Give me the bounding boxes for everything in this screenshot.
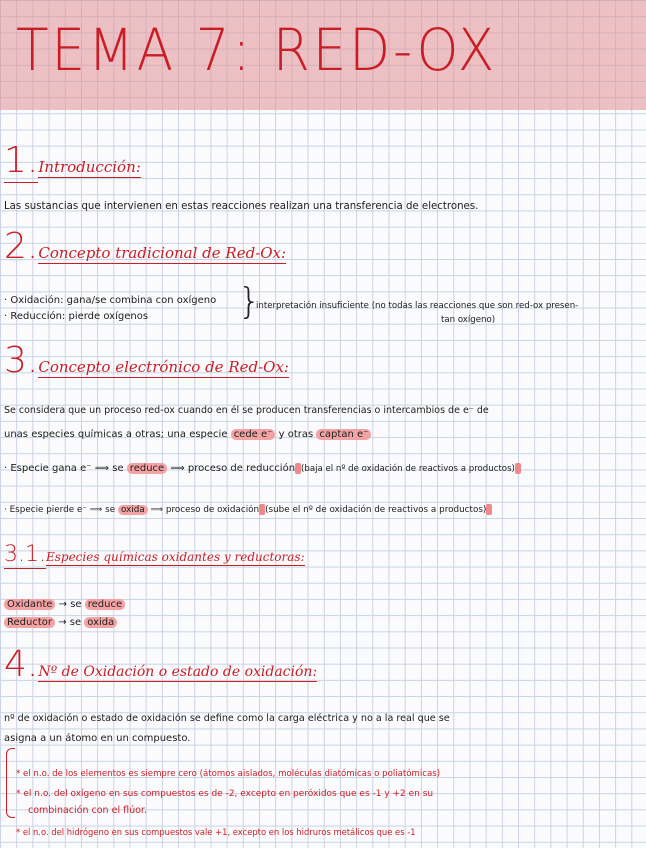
s2-item-oxidacion: · Oxidación: gana/se combina con oxígeno xyxy=(4,295,217,306)
section-1-number: 1. xyxy=(4,140,39,181)
highlight-mark xyxy=(515,463,521,474)
section-4-title: Nº de Oxidación o estado de oxidación: xyxy=(38,664,318,680)
s3-b2-text-b: ⟹ proceso de oxidación xyxy=(150,505,260,515)
highlight-reduce-2: reduce xyxy=(85,599,125,610)
s2-item-reduccion: · Reducción: pierde oxígenos xyxy=(4,311,149,322)
section-4-heading xyxy=(4,644,317,685)
section-2-heading xyxy=(4,226,286,267)
oxidante-arrow: → se xyxy=(58,599,82,610)
s3-paragraph-line1: Se considera que un proceso red-ox cuando en él se producen transferencias o intercambios de e⁻ de xyxy=(4,405,489,416)
highlight-oxidante: Oxidante xyxy=(4,599,55,610)
s3-b1-text-b: ⟹ proceso de reducción xyxy=(170,463,296,474)
highlight-reductor: Reductor xyxy=(4,617,55,628)
section-4-number: 4. xyxy=(4,644,39,685)
s2-note-line2: tan oxígeno) xyxy=(441,315,496,325)
rules-bracket xyxy=(6,748,15,818)
highlight-oxida: oxida xyxy=(118,505,148,515)
highlight-oxida-2: oxida xyxy=(84,617,117,628)
highlight-reduce: reduce xyxy=(127,463,167,474)
section-1-text: Las sustancias que intervienen en estas reacciones realizan una transferencia de electrones. xyxy=(4,201,479,212)
rule-1: * el n.o. de los elementos es siempre cero (átomos aislados, moléculas diatómicas o poliatómicas) xyxy=(16,769,441,779)
section-2-number: 2. xyxy=(4,226,39,267)
s4-paragraph-line1: nº de oxidación o estado de oxidación se define como la carga eléctrica y no a la real que se xyxy=(4,713,450,724)
rule-2: * el n.o. del oxígeno en sus compuestos es de -2, excepto en peróxidos que es -1 y +2 en su xyxy=(16,789,434,799)
section-1-title: Introducción: xyxy=(38,158,141,176)
highlight-mark xyxy=(486,504,492,515)
section-3-number: 3. xyxy=(4,340,39,381)
s3-b1-text-a: · Especie gana e⁻ ⟹ se xyxy=(4,463,124,474)
section-2-title: Concepto tradicional de Red-Ox: xyxy=(38,244,287,262)
section-3-1-heading xyxy=(4,542,305,567)
section-3-heading xyxy=(4,340,289,381)
s3-p2-text-b: y otras xyxy=(278,429,314,440)
reductor-line xyxy=(4,616,117,629)
s3-bullet-gana xyxy=(4,462,521,476)
reductor-arrow: → se xyxy=(58,617,82,628)
s2-note-line1: interpretación insuficiente (no todas las reacciones que son red-ox presen- xyxy=(256,301,579,311)
rule-2-cont: combinación con el flúor. xyxy=(28,805,147,816)
s3-b1-text-c: (baja el nº de oxidación de reactivos a productos) xyxy=(301,464,515,474)
s3-b2-text-a: · Especie pierde e⁻ ⟹ se xyxy=(4,505,116,515)
s3-p2-text-a: unas especies químicas a otras; una especie xyxy=(4,429,228,440)
s3-paragraph-line2 xyxy=(4,428,371,441)
s3-bullet-pierde xyxy=(4,504,492,517)
rule-3: * el n.o. del hidrógeno en sus compuestos vale +1, excepto en los hidruros metálicos que es -1 xyxy=(16,827,416,837)
page-title: TEMA 7: RED-OX xyxy=(16,16,498,84)
brace: } xyxy=(238,281,261,322)
s3-b2-text-c: (sube el nº de oxidación de reactivos a productos) xyxy=(265,505,487,515)
highlight-captan: captan e⁻ xyxy=(316,429,371,440)
s4-paragraph-line2: asigna a un átomo en un compuesto. xyxy=(4,733,191,744)
section-3-title: Concepto electrónico de Red-Ox: xyxy=(38,358,289,376)
section-1-heading xyxy=(4,140,141,181)
section-3-1-number: 3.1. xyxy=(4,542,46,567)
section-3-1-title: Especies químicas oxidantes y reductoras: xyxy=(45,550,305,564)
highlight-cede: cede e⁻ xyxy=(231,429,276,440)
oxidante-line xyxy=(4,598,125,611)
